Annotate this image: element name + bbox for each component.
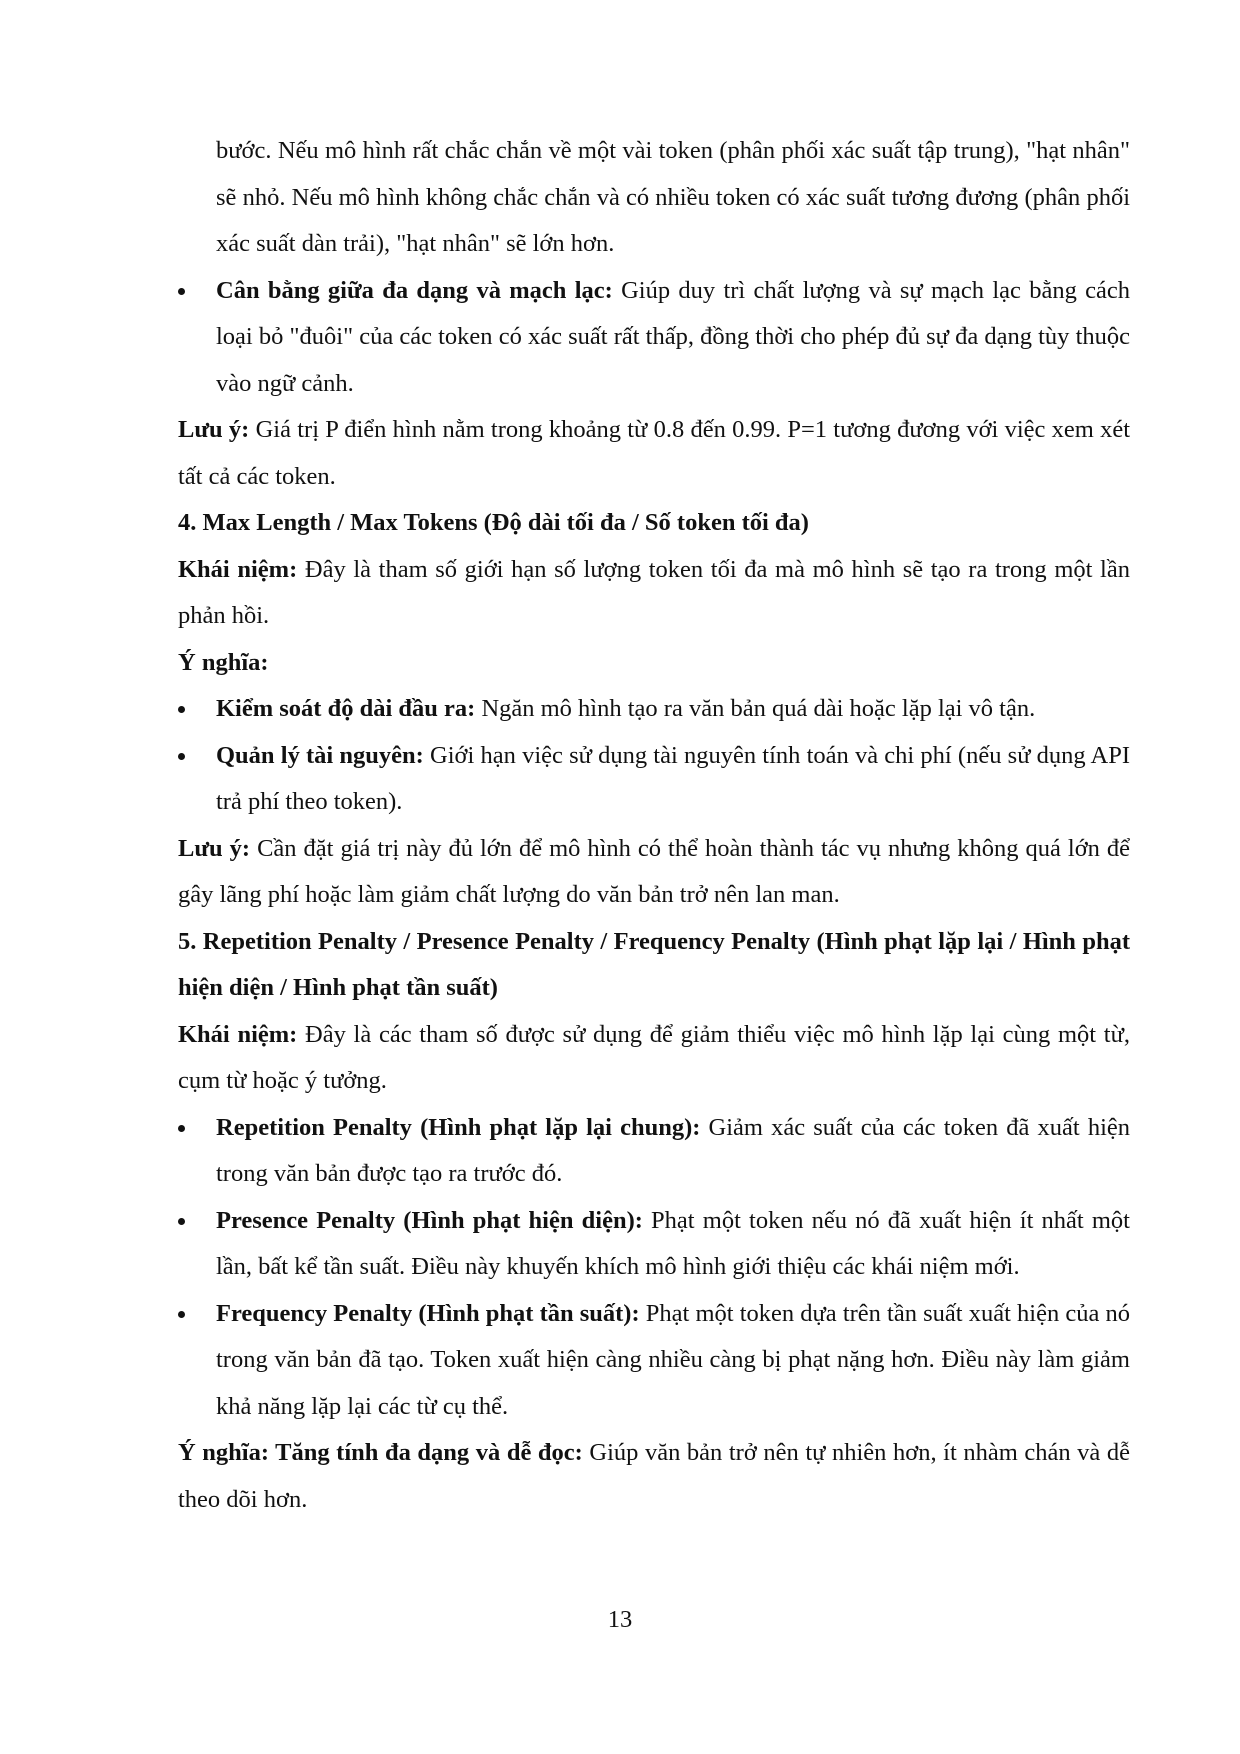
- bullet-label: Cân bằng giữa đa dạng và mạch lạc:: [216, 276, 613, 304]
- section-4-note: [178, 826, 1130, 919]
- section-4-meaning-label: Ý nghĩa:: [178, 648, 269, 676]
- bullet-balance: [178, 268, 1130, 408]
- concept-label: Khái niệm:: [178, 555, 298, 583]
- bullet-text: Ngăn mô hình tạo ra văn bản quá dài hoặc lặp lại vô tận.: [475, 695, 1036, 722]
- concept-text: Đây là các tham số được sử dụng để giảm thiểu việc mô hình lặp lại cùng một từ, cụm từ hoặc ý tưởng.: [178, 1020, 1130, 1094]
- bullet-text: Giúp duy trì chất lượng và sự mạch lạc bằng cách loại bỏ "đuôi" của các token có xác suất rất thấp, đồng thời cho phép đủ sự đa dạng tùy thuộc vào ngữ cảnh.: [216, 276, 1130, 397]
- note-label: Lưu ý:: [178, 834, 251, 862]
- bullet-text: Phạt một token nếu nó đã xuất hiện ít nhất một lần, bất kể tần suất. Điều này khuyến khích mô hình giới thiệu các khái niệm mới.: [216, 1206, 1130, 1280]
- section-5-meaning: [178, 1430, 1130, 1523]
- note-label: Lưu ý:: [178, 416, 250, 443]
- meaning-text: Giúp văn bản trở nên tự nhiên hơn, ít nhàm chán và dễ theo dõi hơn.: [178, 1439, 1131, 1513]
- section-5-heading: 5. Repetition Penalty / Presence Penalty / Frequency Penalty (Hình phạt lặp lại / Hình phạt hiện diện / Hình phạt tần suất): [178, 927, 1130, 1001]
- concept-text: Đây là tham số giới hạn số lượng token tối đa mà mô hình sẽ tạo ra trong một lần phản hồi.: [178, 555, 1130, 629]
- note-text: Cần đặt giá trị này đủ lớn để mô hình có thể hoàn thành tác vụ nhưng không quá lớn để gây lãng phí hoặc làm giảm chất lượng do văn bản trở nên lan man.: [178, 834, 1131, 908]
- note-paragraph: [178, 407, 1130, 500]
- meaning-label: Ý nghĩa: Tăng tính đa dạng và dễ đọc:: [178, 1439, 583, 1466]
- bullet-text: Phạt một token dựa trên tần suất xuất hiện của nó trong văn bản đã tạo. Token xuất hiện càng nhiều càng bị phạt nặng hơn. Điều này làm giảm khả năng lặp lại các từ cụ thể.: [216, 1299, 1130, 1420]
- bullet-dot-icon: [178, 1125, 185, 1132]
- bullet-label: Kiểm soát độ dài đầu ra:: [216, 695, 476, 722]
- bullet-text: Giảm xác suất của các token đã xuất hiện trong văn bản được tạo ra trước đó.: [216, 1113, 1130, 1187]
- bullet-output-length: [178, 686, 1130, 733]
- bullet-label: Frequency Penalty (Hình phạt tần suất):: [216, 1299, 640, 1327]
- document-page: [178, 128, 1130, 1523]
- bullet-label: Repetition Penalty (Hình phạt lặp lại chung):: [216, 1113, 701, 1141]
- note-text: Giá trị P điển hình nằm trong khoảng từ 0.8 đến 0.99. P=1 tương đương với việc xem xét tất cả các token.: [178, 416, 1131, 490]
- bullet-dot-icon: [178, 706, 185, 713]
- section-4-concept: [178, 547, 1130, 640]
- bullet-dot-icon: [178, 1311, 185, 1318]
- bullet-label: Quản lý tài nguyên:: [216, 741, 424, 769]
- bullet-repetition-penalty: [178, 1105, 1130, 1198]
- bullet-frequency-penalty: [178, 1291, 1130, 1431]
- bullet-dot-icon: [178, 1218, 185, 1225]
- section-4-heading: 4. Max Length / Max Tokens (Độ dài tối đa / Số token tối đa): [178, 509, 809, 536]
- bullet-resource-management: [178, 733, 1130, 826]
- continuation-paragraph: bước. Nếu mô hình rất chắc chắn về một vài token (phân phối xác suất tập trung), "hạt nhân" sẽ nhỏ. Nếu mô hình không chắc chắn và có nhiều token có xác suất tương đương (phân phối xác suất dàn trải), "hạt nhân" sẽ lớn hơn.: [216, 137, 1130, 257]
- bullet-dot-icon: [178, 288, 185, 295]
- concept-label: Khái niệm:: [178, 1020, 298, 1048]
- section-5-concept: [178, 1012, 1130, 1105]
- bullet-presence-penalty: [178, 1198, 1130, 1291]
- bullet-dot-icon: [178, 753, 185, 760]
- page-number: 13: [607, 1606, 633, 1633]
- bullet-label: Presence Penalty (Hình phạt hiện diện):: [216, 1206, 643, 1234]
- bullet-text: Giới hạn việc sử dụng tài nguyên tính toán và chi phí (nếu sử dụng API trả phí theo token).: [216, 741, 1130, 815]
